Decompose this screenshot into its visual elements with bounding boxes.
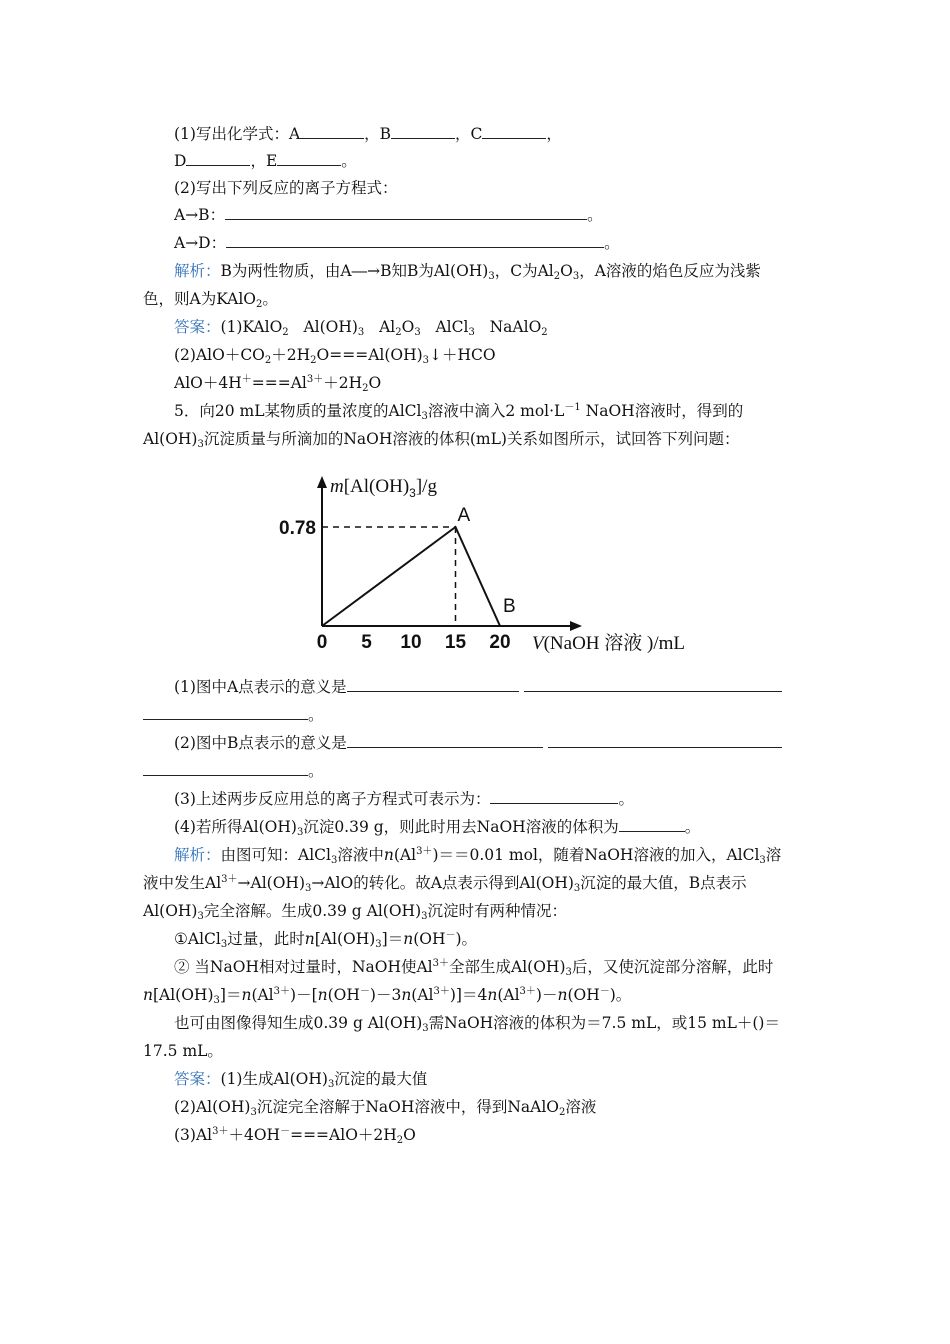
q5-sub1: (1)图中A点表示的意义是 [174, 677, 782, 697]
jiexi-label: 解析： [174, 262, 221, 280]
blank-b[interactable] [391, 124, 455, 139]
x-axis-label: V(NaOH 溶液 )/mL [532, 633, 686, 654]
q5-stem-2: $Al(OH)_3$沉淀质量与所滴加的NaOH溶液的体积(mL)关系如图所示，试回答下列问题： [143, 430, 740, 450]
blank-a[interactable] [300, 124, 364, 139]
q5-jiexi-7: 也可由图像得知生成0.39 g $Al(OH)_3$需NaOH溶液的体积为＝7.5 mL，或15 mL＋()＝ [174, 1014, 780, 1034]
x-tick-label: 5 [361, 632, 372, 653]
y-tick-label: 0.78 [279, 518, 316, 539]
answer-label-5: 答案： [174, 1070, 221, 1088]
x-tick-label: 0 [316, 632, 328, 653]
q5-sub2-cont: 。 [143, 761, 324, 781]
x-tick-label: 10 [400, 632, 422, 653]
q4-answer-1: 答案：(1)KAlO$_2$ $Al(OH)_3$ $Al_2O_3$ AlCl$_3$ NaAlO$_2$ [174, 318, 548, 338]
q5-jiexi-4: ①AlCl$_3$过量，此时$n[Al(OH)_3]=n(OH^-)$。 [174, 930, 478, 950]
y-axis-arrow [317, 476, 327, 488]
blank-ad[interactable] [226, 233, 604, 248]
q4-answer-3: $AlO+4H^+===Al^{3+}+2H_2O$ [174, 374, 382, 394]
x-tick-label: 15 [444, 632, 467, 653]
blank-sub1-b[interactable] [524, 677, 782, 692]
blank-sub2-b[interactable] [548, 733, 782, 748]
data-line [322, 527, 500, 626]
y-axis-label: $m[Al(OH)_3]/g$ [330, 476, 437, 500]
q4-jiexi-2: 色，则A为KAlO$_2$。 [143, 290, 278, 310]
blank-sub1-a[interactable] [347, 677, 519, 692]
q5-jiexi-3: $Al(OH)_3$完全溶解。生成0.39 g $Al(OH)_3$沉淀时有两种情况： [143, 902, 568, 922]
blank-sub2-a[interactable] [347, 733, 543, 748]
q5-jiexi-2: 液中发生$Al^{3+}\to Al(OH)_3\to AlO$的转化。故A点表示得到$Al(OH)_3$沉淀的最大值，B点表示 [143, 874, 747, 894]
blank-ab[interactable] [225, 205, 587, 220]
q4-jiexi-1: 解析：B为两性物质，由A―→B知B为$Al(OH)_3$，C为$Al_2O_3$，A溶液的焰色反应为浅紫 [174, 262, 761, 282]
q5-jiexi-8: 17.5 mL。 [143, 1042, 223, 1060]
blank-sub2-c[interactable] [143, 761, 308, 776]
x-axis-arrow [570, 621, 582, 631]
q5-stem-1: 5．向20 mL某物质的量浓度的AlCl$_3$溶液中滴入2 $mol\cdot L^{-1}$ NaOH溶液时，得到的 [174, 402, 744, 422]
q4-answer-2: $(2)AlO+CO_2+2H_2O===Al(OH)_3↓+HCO$ [174, 346, 496, 366]
q5-jiexi-6: $n[Al(OH)_3]=n(Al^{3+})-[n(OH^-)-3n(Al^{3+})]=4n(Al^{3+})-n(OH^-)$。 [143, 986, 632, 1006]
q4-part2: (2)写出下列反应的离子方程式： [174, 179, 398, 197]
blank-d[interactable] [186, 151, 250, 166]
q5-sub1-cont: 。 [143, 705, 324, 725]
blank-sub3[interactable] [490, 789, 618, 804]
q5-answer-1: 答案：(1)生成$Al(OH)_3$沉淀的最大值 [174, 1070, 428, 1090]
blank-sub4[interactable] [619, 817, 685, 832]
q5-jiexi-5: ② 当NaOH相对过量时，NaOH使$Al^{3+}$全部生成$Al(OH)_3$后，又使沉淀部分溶解，此时 [174, 958, 774, 978]
q5-answer-2: $(2)Al(OH)_3$沉淀完全溶解于NaOH溶液中，得到NaAlO$_2$溶液 [174, 1098, 597, 1118]
answer-label: 答案： [174, 318, 221, 336]
point-label-a: A [457, 505, 471, 526]
x-tick-label: 20 [489, 632, 511, 653]
precipitate-chart [270, 470, 750, 670]
q5-answer-3: $(3)Al^{3+}+4OH^-===AlO+2H_2O$ [174, 1126, 416, 1146]
q5-sub4: (4)若所得$Al(OH)_3$沉淀0.39 g，则此时用去NaOH溶液的体积为 。 [174, 818, 701, 838]
q4-ab-line: A→B： 。 [174, 206, 603, 224]
blank-e[interactable] [277, 151, 341, 166]
q5-sub3: (3)上述两步反应用总的离子方程式可表示为： 。 [174, 790, 634, 808]
q5-sub2: (2)图中B点表示的意义是 [174, 733, 782, 753]
blank-c[interactable] [482, 124, 546, 139]
q4-ad-line: A→D： 。 [174, 234, 620, 252]
q4-line2: D ，E 。 [174, 152, 357, 170]
blank-sub1-c[interactable] [143, 705, 308, 720]
q4-line1: (1)写出化学式：A ，B ，C ， [174, 125, 562, 143]
point-label-b: B [503, 596, 516, 617]
q5-jiexi-1: 解析：由图可知：AlCl$_3$溶液中$n(Al^{3+})==0.01$ mol，随着NaOH溶液的加入，AlCl$_3$溶 [174, 846, 782, 866]
jiexi-label-5: 解析： [174, 846, 221, 864]
